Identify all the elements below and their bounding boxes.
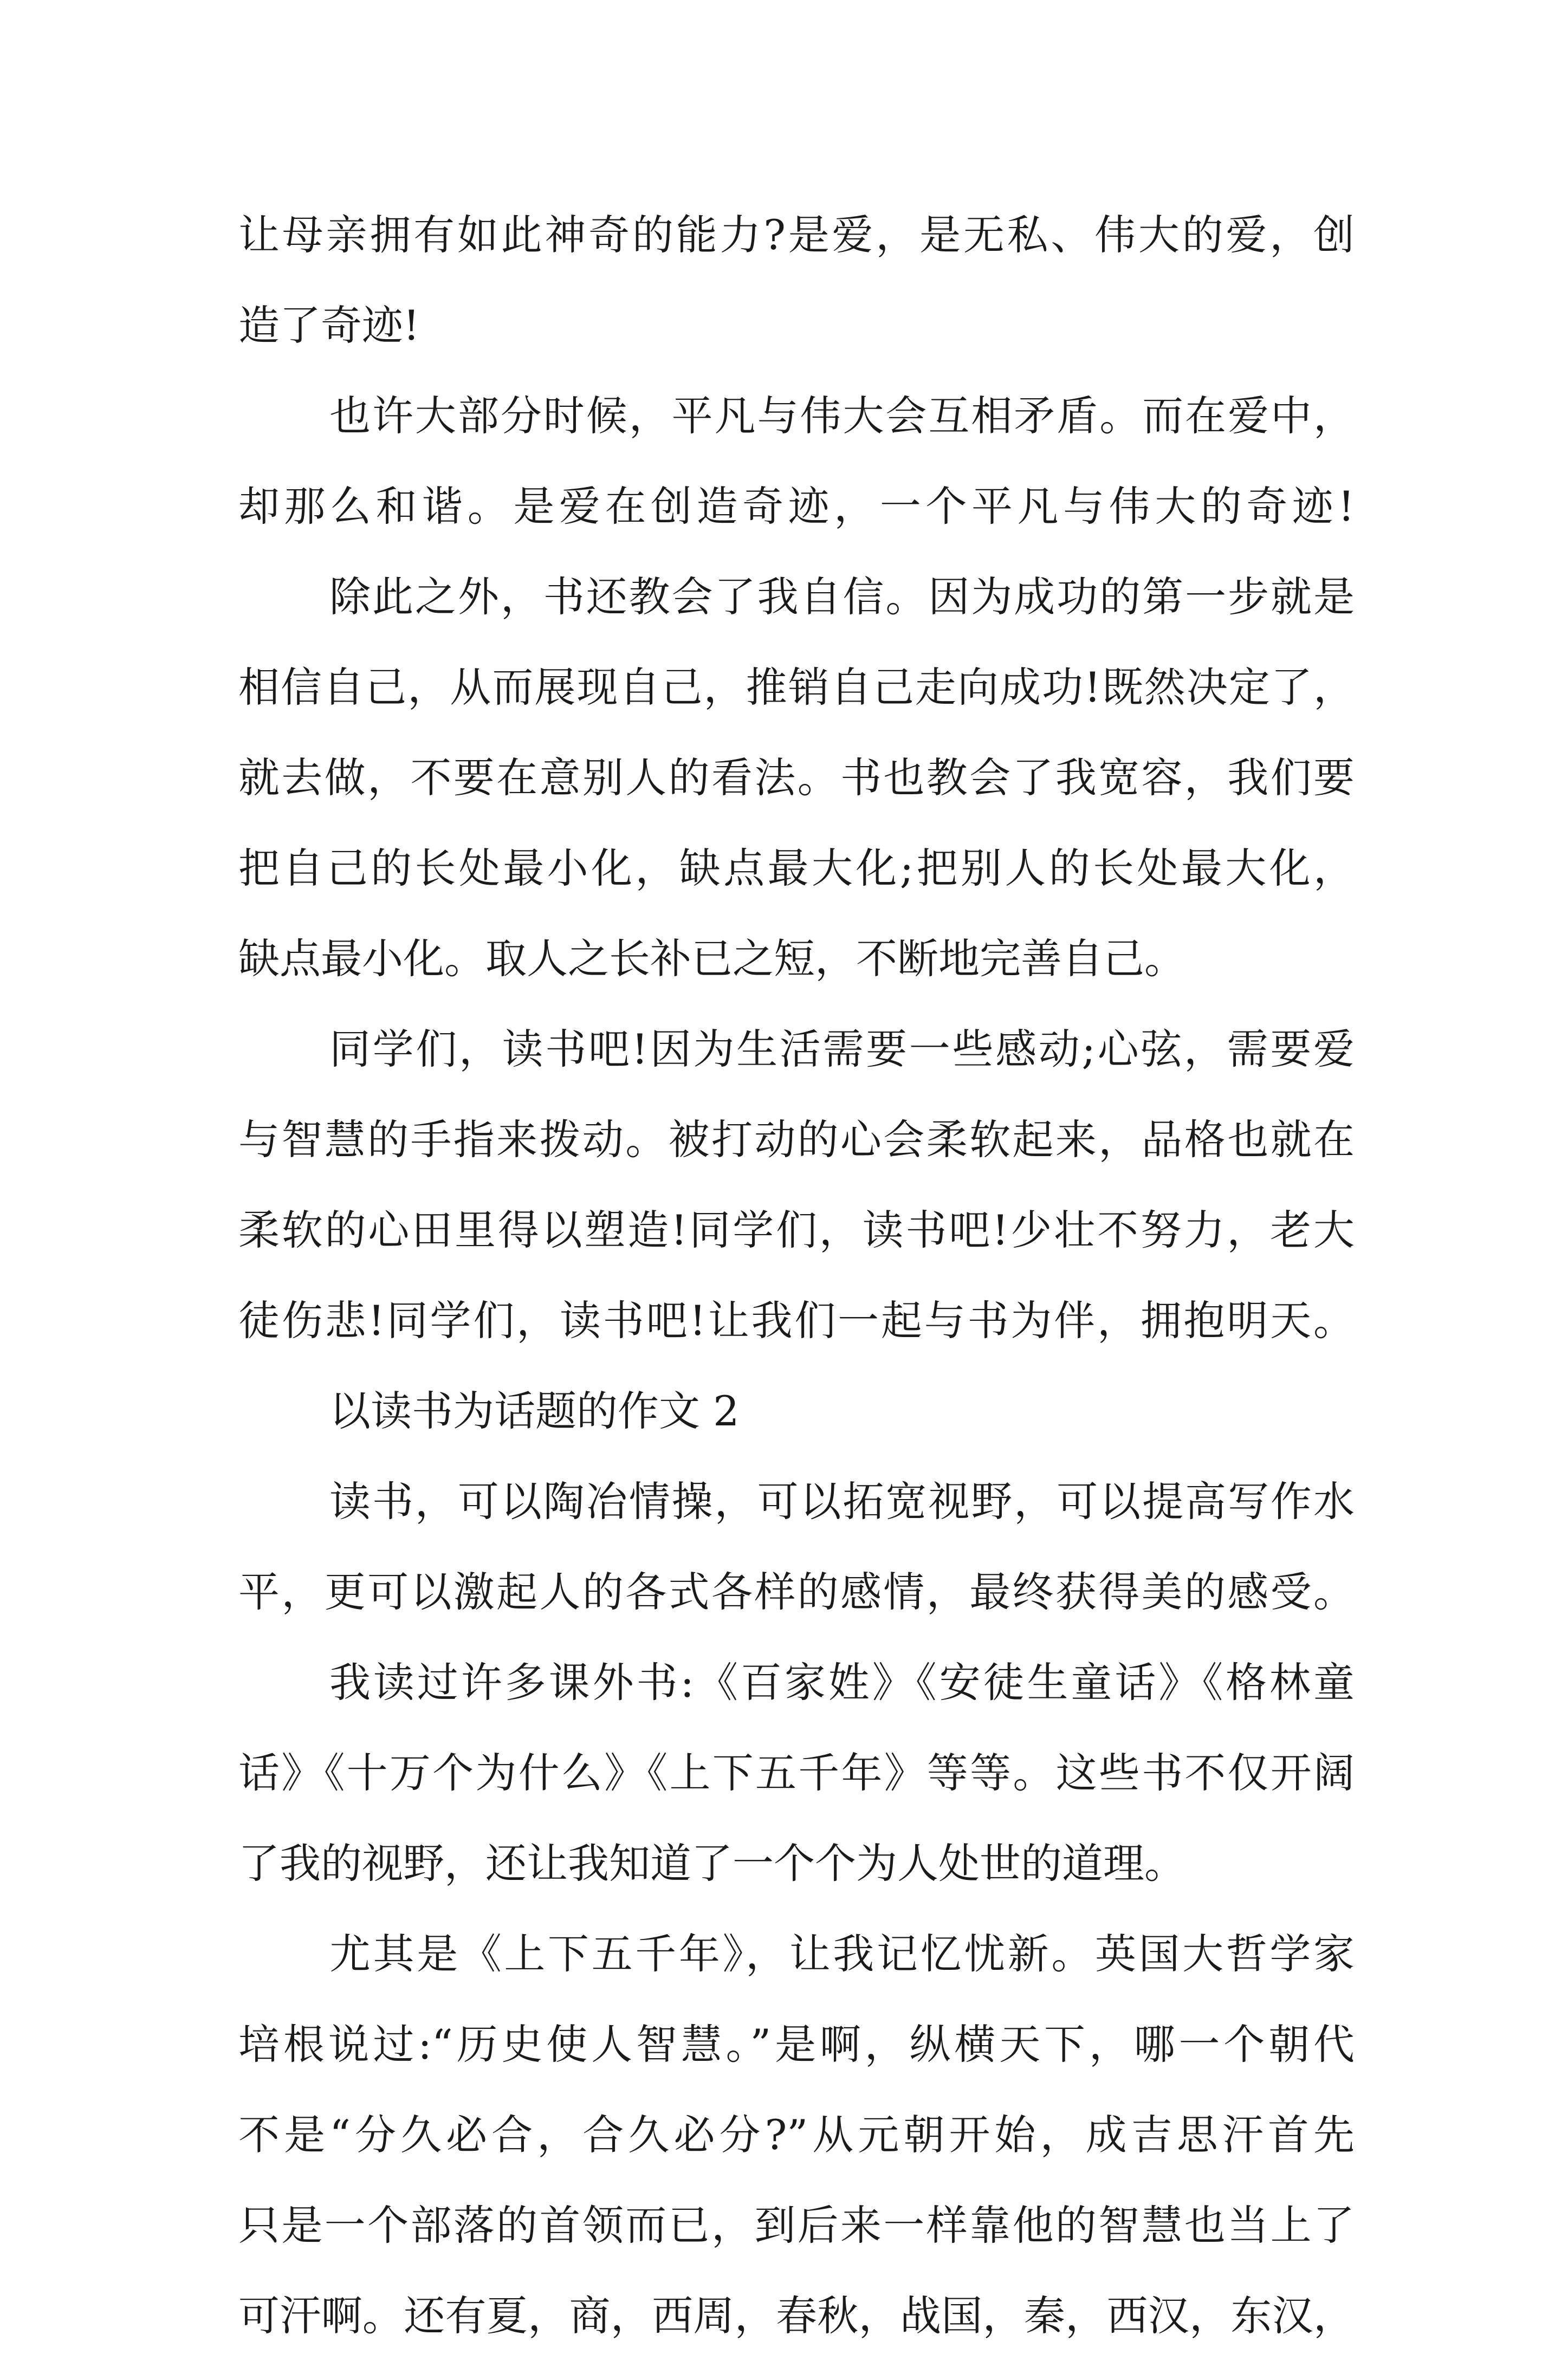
text-line: 柔软的心田里得以塑造!同学们，读书吧!少壮不努力，老大	[238, 1206, 1355, 1254]
section-heading: 以读书为话题的作文 2	[329, 1387, 740, 1435]
text-line: 让母亲拥有如此神奇的能力?是爱，是无私、伟大的爱，创	[238, 211, 1355, 259]
text-line: 除此之外，书还教会了我自信。因为成功的第一步就是	[329, 573, 1355, 621]
text-line: 就去做，不要在意别人的看法。书也教会了我宽容，我们要	[238, 754, 1355, 802]
text-line: 可汗啊。还有夏，商，西周，春秋，战国，秦，西汉，东汉，	[238, 2292, 1355, 2340]
text-line: 同学们，读书吧!因为生活需要一些感动;心弦，需要爱	[329, 1025, 1355, 1073]
essay-body	[238, 190, 1355, 2361]
text-line: 缺点最小化。取人之长补已之短，不断地完善自己。	[238, 935, 1185, 983]
text-line: 只是一个部落的首领而已，到后来一样靠他的智慧也当上了	[238, 2201, 1355, 2249]
text-line: 不是“分久必合，合久必分?”从元朝开始，成吉思汗首先	[238, 2111, 1355, 2159]
text-line: 与智慧的手指来拨动。被打动的心会柔软起来，品格也就在	[238, 1115, 1355, 1164]
text-line: 造了奇迹!	[238, 301, 420, 349]
text-line: 平，更可以激起人的各式各样的感情，最终获得美的感受。	[238, 1568, 1355, 1616]
text-line: 了我的视野，还让我知道了一个个为人处世的道理。	[238, 1839, 1185, 1887]
text-line: 读书，可以陶冶情操，可以拓宽视野，可以提高写作水	[329, 1477, 1355, 1526]
text-line: 却那么和谐。是爱在创造奇迹，一个平凡与伟大的奇迹!	[238, 482, 1355, 530]
text-line: 也许大部分时候，平凡与伟大会互相矛盾。而在爱中，	[329, 392, 1355, 440]
text-line: 我读过许多课外书:《百家姓》《安徒生童话》《格林童	[329, 1658, 1355, 1707]
text-line: 培根说过:“历史使人智慧。”是啊，纵横天下，哪一个朝代	[238, 2020, 1355, 2068]
text-line: 徒伤悲!同学们，读书吧!让我们一起与书为伴，拥抱明天。	[238, 1296, 1355, 1345]
text-line: 把自己的长处最小化，缺点最大化;把别人的长处最大化，	[238, 844, 1355, 892]
text-line: 相信自己，从而展现自己，推销自己走向成功!既然决定了，	[238, 663, 1355, 711]
text-line: 尤其是《上下五千年》，让我记忆忧新。英国大哲学家	[329, 1930, 1355, 1978]
text-line: 话》《十万个为什么》《上下五千年》等等。这些书不仅开阔	[238, 1749, 1355, 1797]
